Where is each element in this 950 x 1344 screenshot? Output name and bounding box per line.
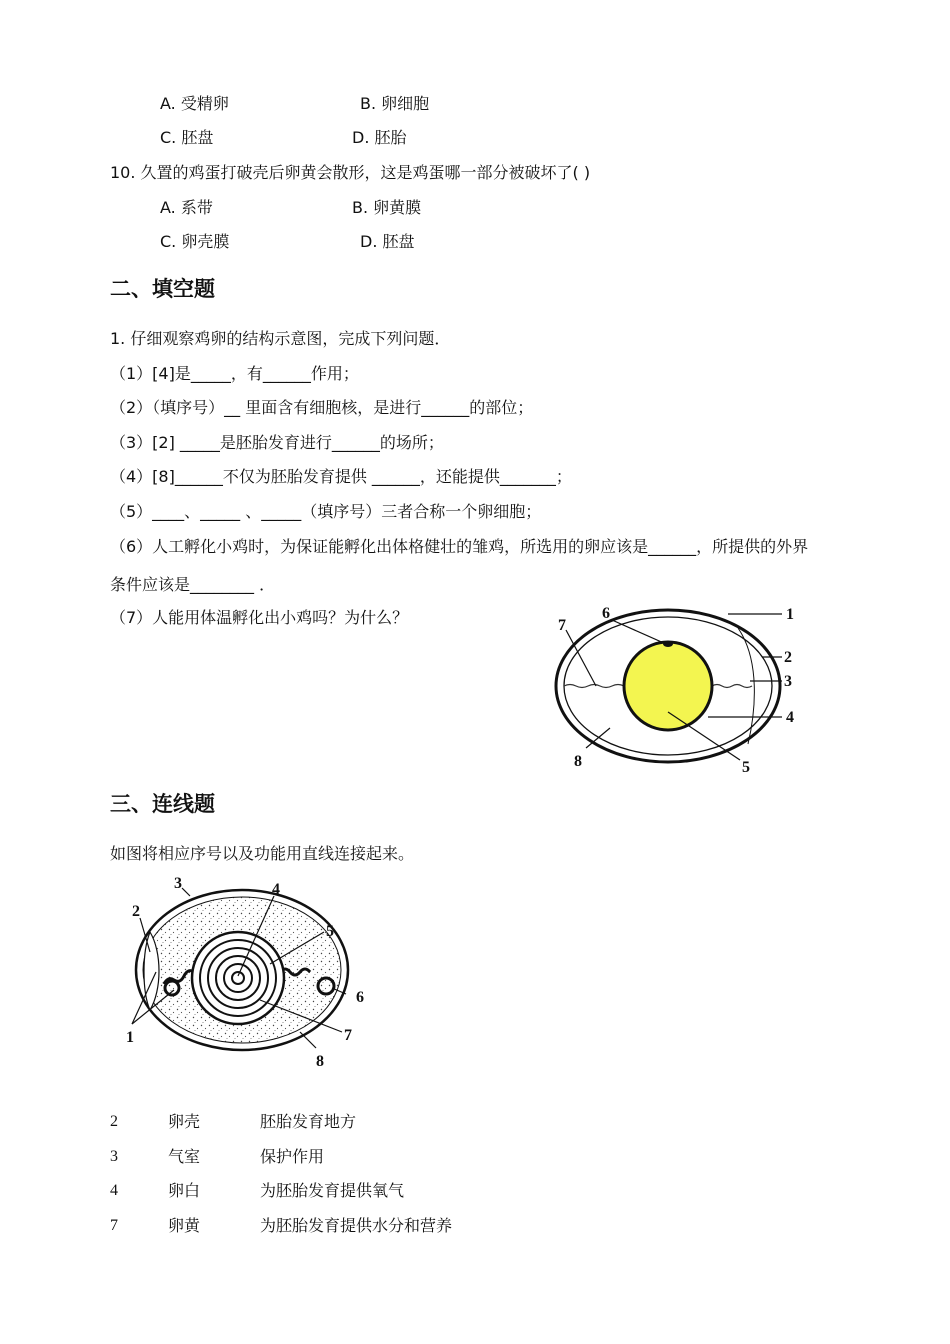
match-row-part: 气室 xyxy=(168,1147,201,1166)
fig1-label-6: 6 xyxy=(602,605,610,622)
match-row-num: 3 xyxy=(110,1148,118,1165)
match-row-part: 卵黄 xyxy=(168,1216,201,1235)
match-row-num: 4 xyxy=(110,1182,118,1199)
fill-item-6-cont: 条件应该是________ ． xyxy=(110,575,276,594)
match-row-num: 2 xyxy=(110,1113,118,1130)
section2-title: 二、填空题 xyxy=(110,277,215,301)
fig1-label-5: 5 xyxy=(742,759,750,776)
egg-diagram-1 xyxy=(550,600,810,780)
fig1-label-4: 4 xyxy=(786,709,794,726)
egg2-yolk xyxy=(192,932,284,1024)
q10-option-c: C. 卵壳膜 xyxy=(160,232,230,251)
fig2-label-8: 8 xyxy=(316,1053,324,1070)
match-row-part: 卵壳 xyxy=(168,1112,201,1131)
fig1-label-7: 7 xyxy=(558,617,566,634)
q10-option-b: B. 卵黄膜 xyxy=(352,198,422,217)
q9-option-d: D. 胚胎 xyxy=(352,128,407,147)
fill-item-6: （6）人工孵化小鸡时，为保证能孵化出体格健壮的雏鸡，所选用的卵应该是______，所提供的外界 xyxy=(110,537,809,556)
section3-stem: 如图将相应序号以及功能用直线连接起来。 xyxy=(110,844,415,863)
fig2-label-3: 3 xyxy=(174,875,182,892)
fig1-label-8: 8 xyxy=(574,753,582,770)
q9-option-a: A. 受精卵 xyxy=(160,94,229,113)
fig1-label-2: 2 xyxy=(784,649,792,666)
q9-option-c: C. 胚盘 xyxy=(160,128,214,147)
match-row-func: 胚胎发育地方 xyxy=(260,1112,357,1131)
q10-option-a: A. 系带 xyxy=(160,198,213,217)
fig2-label-1: 1 xyxy=(126,1029,134,1046)
fig2-label-5: 5 xyxy=(326,923,334,940)
fill-item-7: （7）人能用体温孵化出小鸡吗？为什么？ xyxy=(110,608,409,627)
match-row-func: 为胚胎发育提供水分和营养 xyxy=(260,1216,453,1235)
match-row-func: 为胚胎发育提供氧气 xyxy=(260,1181,405,1200)
fill-item-5: （5）____、_____ 、_____（填序号）三者合称一个卵细胞； xyxy=(110,502,542,521)
q9-option-b: B. 卵细胞 xyxy=(360,94,430,113)
egg-diagram-2 xyxy=(120,872,380,1072)
fill-item-1: （1）[4]是_____，有______作用； xyxy=(110,364,359,383)
fig2-label-4: 4 xyxy=(272,881,280,898)
fig2-label-6: 6 xyxy=(356,989,364,1006)
fig2-label-7: 7 xyxy=(344,1027,352,1044)
fig1-label-1: 1 xyxy=(786,606,794,623)
match-row-num: 7 xyxy=(110,1217,118,1234)
match-row-func: 保护作用 xyxy=(260,1147,325,1166)
q10-option-d: D. 胚盘 xyxy=(360,232,415,251)
match-row-part: 卵白 xyxy=(168,1181,201,1200)
fill-item-3: （3）[2] _____是胚胎发育进行______的场所； xyxy=(110,433,444,452)
germinal-disc xyxy=(663,641,673,647)
fill-item-4: （4）[8]______不仅为胚胎发育提供 ______，还能提供_______； xyxy=(110,467,572,486)
q10-stem: 10. 久置的鸡蛋打破壳后卵黄会散形，这是鸡蛋哪一部分被破坏了( ) xyxy=(110,163,591,182)
yolk xyxy=(624,642,712,730)
fig2-label-2: 2 xyxy=(132,903,140,920)
fig1-label-3: 3 xyxy=(784,673,792,690)
section3-title: 三、连线题 xyxy=(110,792,215,816)
fill-item-2: （2）（填序号）__ 里面含有细胞核，是进行______的部位； xyxy=(110,398,534,417)
section2-q1-stem: 1. 仔细观察鸡卵的结构示意图，完成下列问题． xyxy=(110,329,451,348)
